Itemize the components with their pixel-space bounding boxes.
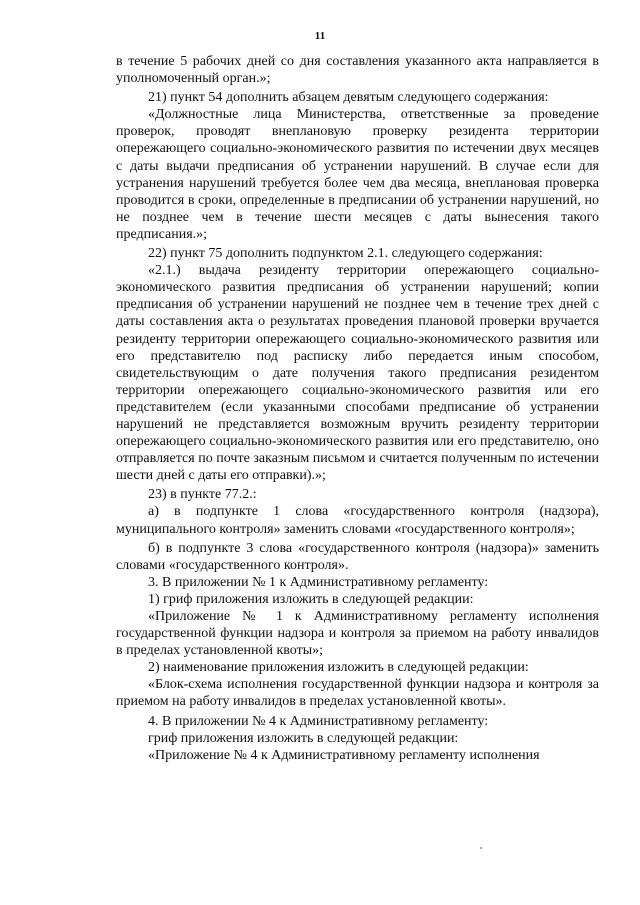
- page-number: 11: [314, 30, 326, 42]
- paragraph-section-3: 3. В приложении № 1 к Административному регламенту:: [148, 574, 489, 590]
- paragraph-quote-block-scheme: «Блок-схема исполнения государственной функции надзора и контроля за приемом на работу инвалидов в пределах установленной квоты».: [116, 677, 599, 710]
- paragraph-section-3-item-2: 2) наименование приложения изложить в следующей редакции:: [148, 660, 529, 676]
- paragraph-quote-2-1: «2.1.) выдача резиденту территории опережающего социально-экономического развития предписания об устранении нарушений; копии предписания об устранении нарушений не позднее чем в течение трех дней с даты составления акта о результатах проведения плановой проверки вручается резиденту территории опережающего социально-экономического развития или его представителю под расписку либо передается иным способом, свидетельствующим о дате получения такого предписания резидентом территории опережающего социально-экономического развития или его представителем (если указанными способами предписание об устранении нарушений не представляется возможным вручить резиденту территории опережающего социально-экономического развития или его представителю, оно отправляется по почте заказным письмом и считается полученным по истечении шести дней с даты его отправки).»;: [116, 263, 599, 484]
- paragraph-subitem-a: а) в подпункте 1 слова «государственного контроля (надзора), муниципального контроля» заменить словами «государственного контроля»;: [116, 504, 599, 537]
- paragraph-quote-appendix-4: «Приложение № 4 к Административному регламенту исполнения: [148, 747, 540, 763]
- paragraph-item-22: 22) пункт 75 дополнить подпунктом 2.1. следующего содержания:: [148, 246, 543, 262]
- scan-dot-mark: [480, 847, 482, 849]
- paragraph-item-23: 23) в пункте 77.2.:: [148, 487, 257, 503]
- paragraph-quote-54: «Должностные лица Министерства, ответственные за проведение проверок, проводят внеплановую проверку резидента территории опережающего социально-экономического развития по истечении двух месяцев с даты выдачи предписания об устранении нарушений. В случае если для устранения нарушений требуется более чем два месяца, внеплановая проверка проводится в сроки, определенные в предписании об устранении нарушений, но не позднее чем в течение шести месяцев с даты вынесения такого предписания.»;: [116, 107, 599, 242]
- paragraph-quote-appendix-1: «Приложение № 1 к Административному регламенту исполнения государственной функции надзора и контроля за приемом на работу инвалидов в пределах установленной квоты»;: [116, 609, 599, 659]
- paragraph-section-3-item-1: 1) гриф приложения изложить в следующей редакции:: [148, 591, 474, 607]
- paragraph-section-4-grif: гриф приложения изложить в следующей редакции:: [148, 730, 459, 746]
- paragraph-item-21: 21) пункт 54 дополнить абзацем девятым следующего содержания:: [148, 90, 549, 106]
- document-body: [116, 53, 599, 764]
- paragraph-subitem-b: б) в подпункте 3 слова «государственного контроля (надзора)» заменить словами «государственного контроля».: [116, 540, 599, 573]
- paragraph-section-4: 4. В приложении № 4 к Административному регламенту:: [148, 713, 489, 729]
- paragraph-continuation: в течение 5 рабочих дней со дня составления указанного акта направляется в уполномоченный орган.»;: [116, 54, 599, 87]
